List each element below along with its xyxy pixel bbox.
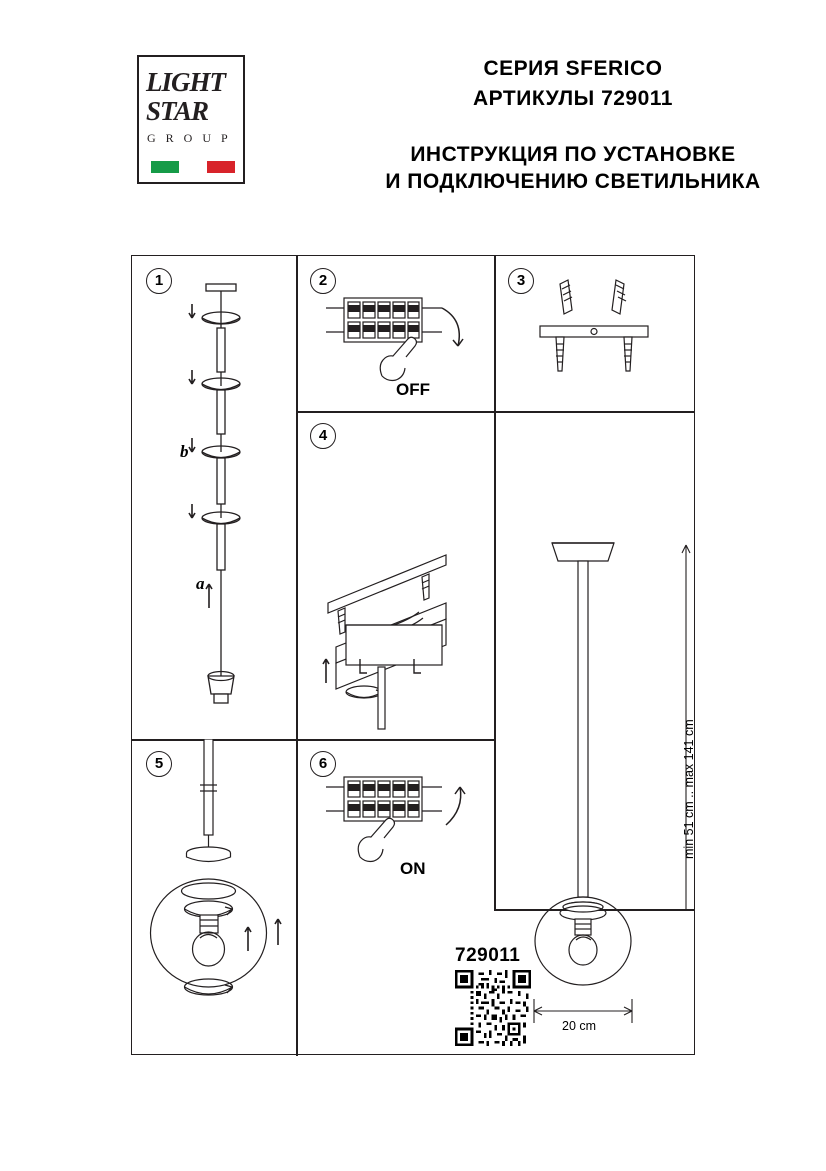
step-5-number: 5 [146, 751, 172, 777]
step-1-illustration [132, 256, 296, 739]
width-dimension-label: 20 cm [562, 1019, 597, 1033]
step-2-caption-off: OFF [396, 380, 430, 399]
qr-code-image [455, 970, 531, 1046]
step-1-label-b: b [180, 442, 189, 461]
product-drawing-cell [494, 411, 696, 1033]
step-4-number: 4 [310, 423, 336, 449]
step-2-number: 2 [310, 268, 336, 294]
step-1-label-a: a [196, 574, 205, 593]
step-1-number: 1 [146, 268, 172, 294]
header-instruction-1: ИНСТРУКЦИЯ ПО УСТАНОВКЕ [410, 143, 736, 166]
step-2-illustration [296, 256, 494, 411]
step-5-illustration [132, 739, 296, 1056]
header-instruction-2: И ПОДКЛЮЧЕНИЮ СВЕТИЛЬНИКА [385, 170, 761, 193]
brand-logo-line2: STAR [146, 96, 209, 126]
step-6-caption-on: ON [400, 859, 426, 878]
brand-logo-group: G R O U P [147, 131, 232, 145]
qr-code [455, 970, 531, 1046]
step-3-cell [494, 256, 694, 411]
header-articles: АРТИКУЛЫ 729011 [473, 87, 673, 110]
article-code: 729011 [455, 945, 521, 966]
brand-logo-line1: LIGHT [146, 67, 225, 97]
step-2-cell [296, 256, 494, 411]
header-series: СЕРИЯ SFERICO [483, 57, 663, 80]
step-5-cell [132, 739, 296, 1056]
step-4-cell [296, 411, 494, 739]
step-4-illustration [296, 411, 494, 739]
height-dimension-arrow [494, 411, 694, 909]
step-3-illustration [494, 256, 694, 411]
height-dimension-label: min 51 cm .. max 141 cm [682, 719, 696, 859]
document-header [0, 0, 826, 250]
step-3-number: 3 [508, 268, 534, 294]
instruction-grid [131, 255, 695, 1055]
step-1-cell [132, 256, 296, 739]
step-6-number: 6 [310, 751, 336, 777]
